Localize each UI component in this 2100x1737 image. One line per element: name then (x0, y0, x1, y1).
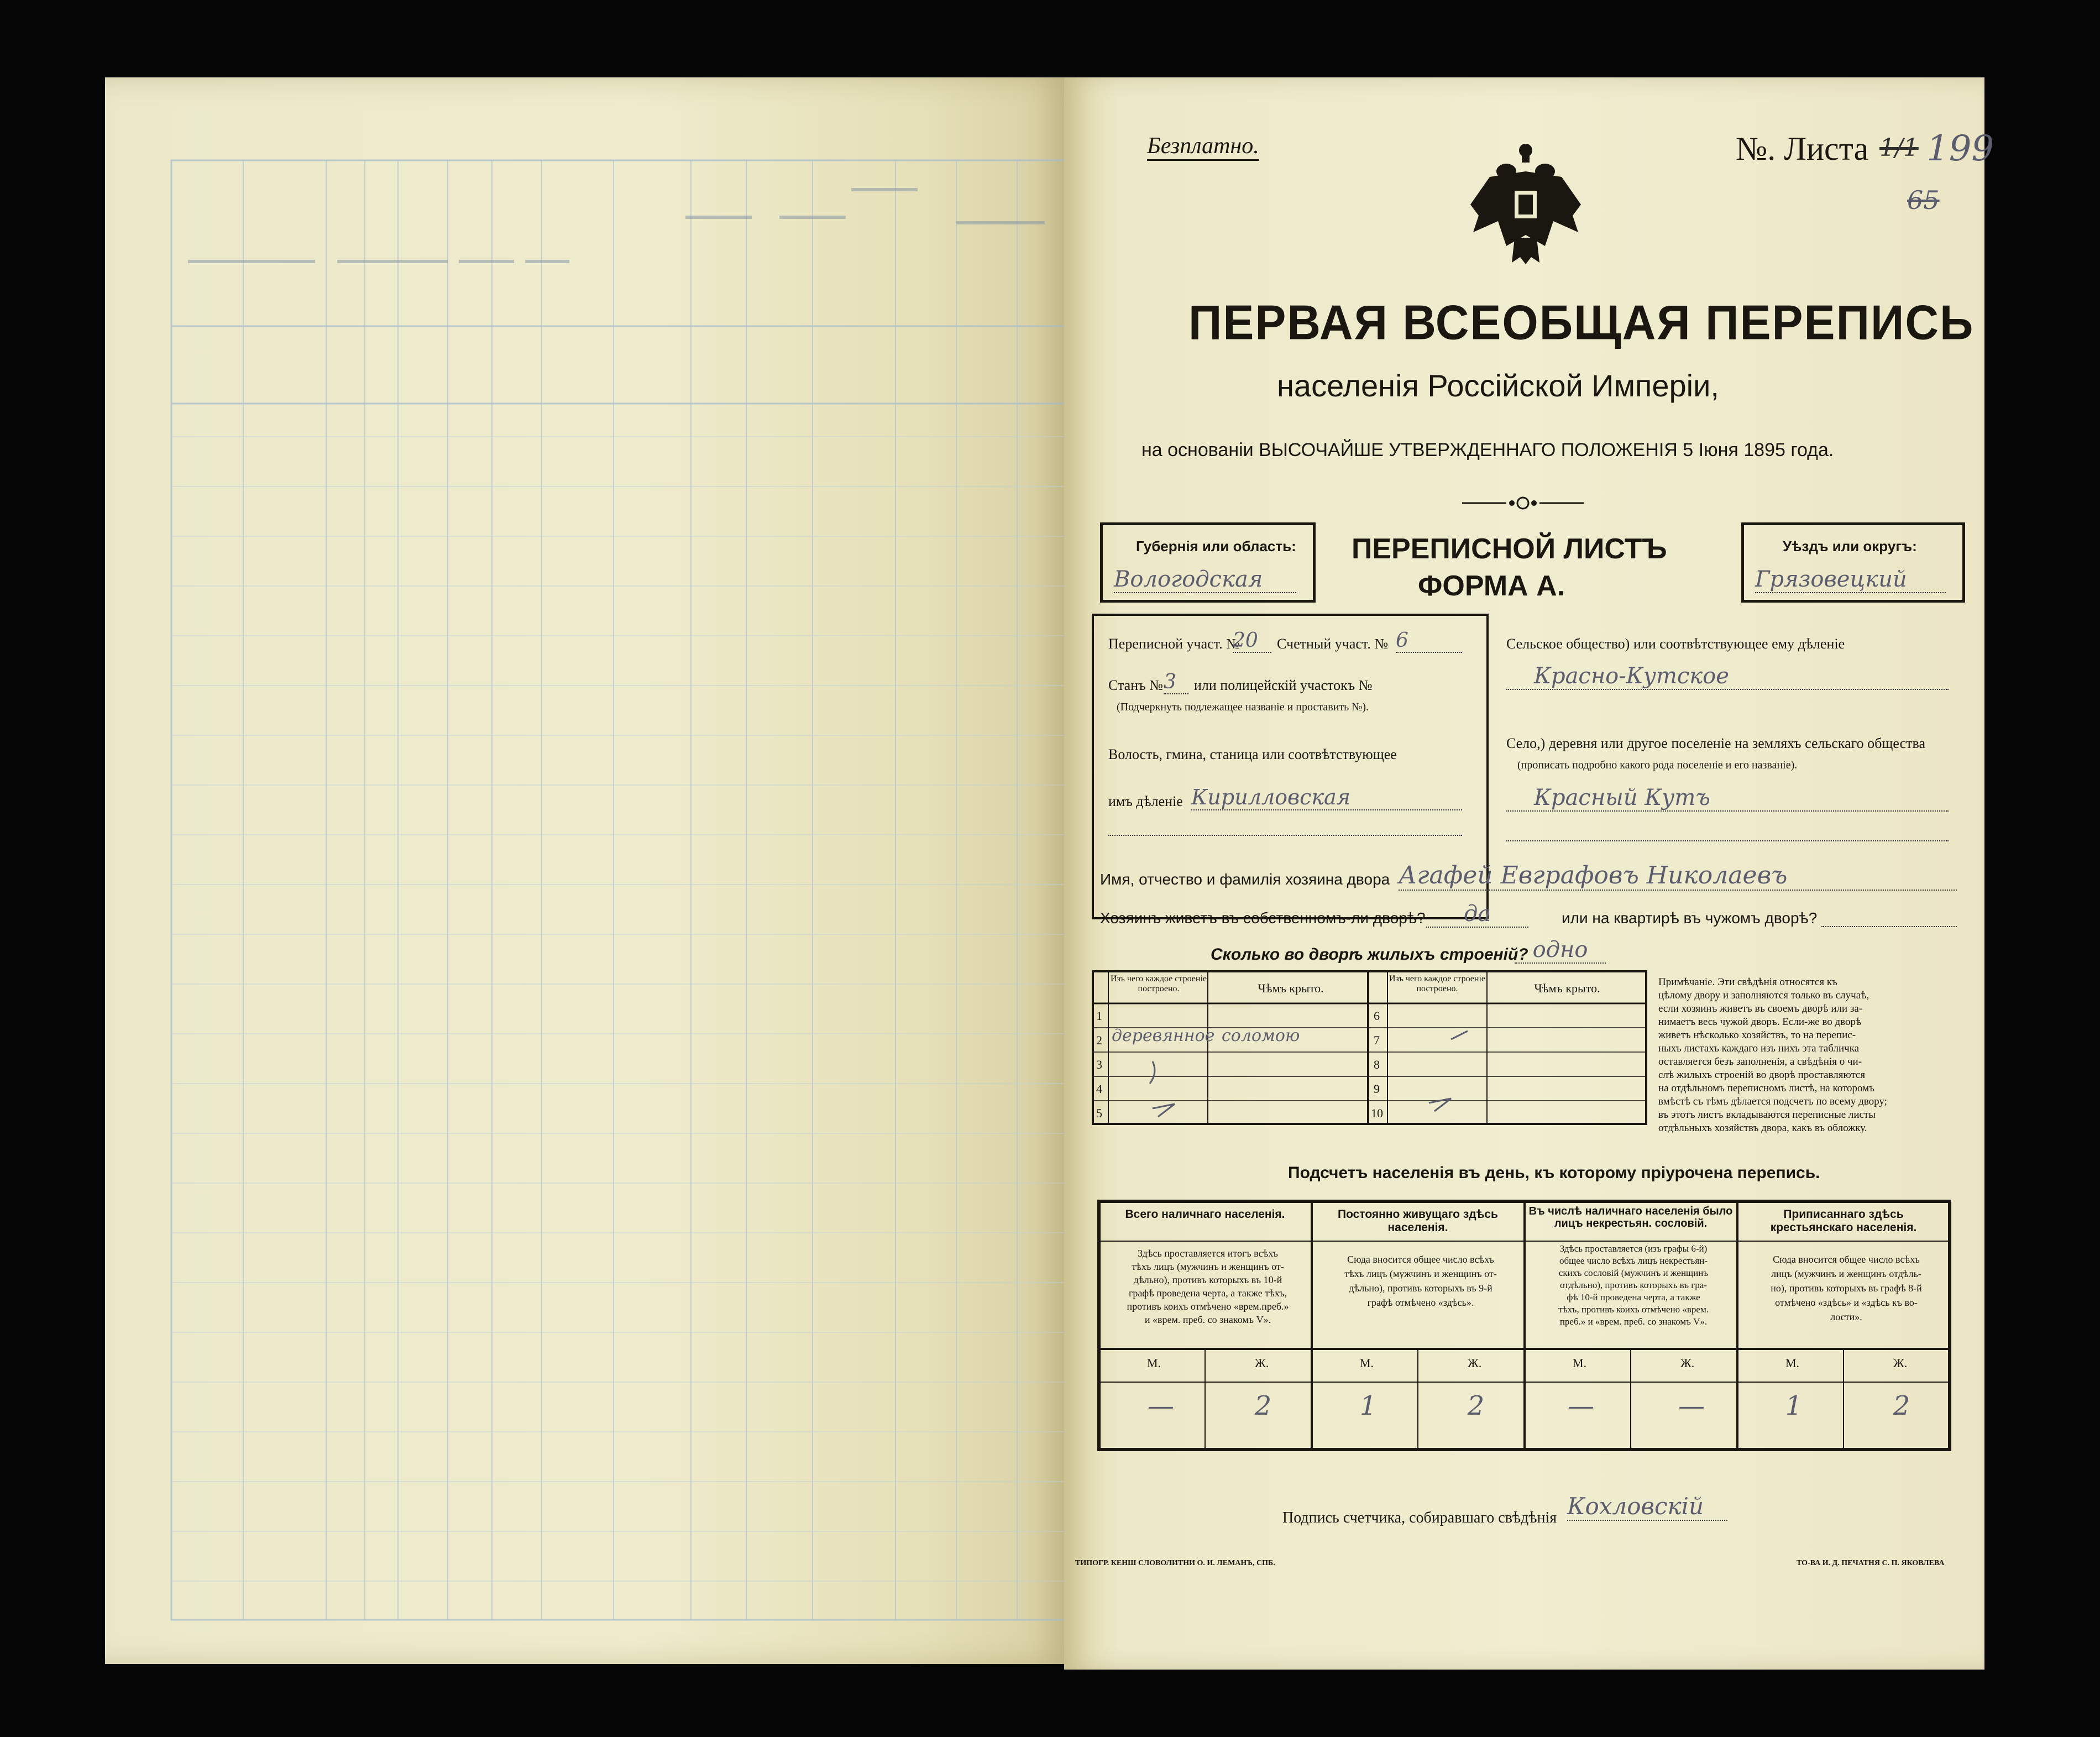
count-col-header: Въ числѣ наличнаго населенія было лицъ некрестьян. сословій. (1528, 1205, 1733, 1229)
stan-value: 3 (1164, 671, 1188, 694)
desc-line: Сюда вносится общее число всѣхъ (1773, 1254, 1920, 1265)
count-col-header: Всего наличнаго населенія. (1125, 1208, 1285, 1221)
buildings-col-roof-left: Чѣмъ крыто. (1258, 981, 1324, 995)
owner-rent-line (1821, 926, 1957, 927)
signature-label: Подпись счетчика, собиравшаго свѣдѣнія (1282, 1509, 1557, 1526)
count-title: Подсчетъ населенія въ день, къ которому пріурочена перепись. (1288, 1164, 1820, 1182)
count-col-header: Постоянно живущаго здѣсь населенія. (1338, 1208, 1498, 1234)
buildings-value: одно (1515, 937, 1606, 964)
sheet-number-crossed: 1/1 (1879, 134, 1919, 162)
district-label: Уѣздъ или округъ: (1783, 538, 1917, 554)
desc-line: Сюда вносится общее число всѣхъ (1347, 1254, 1494, 1265)
count-m-label: М. (1785, 1356, 1800, 1370)
count-m-label: М. (1147, 1356, 1161, 1370)
count-nonpeasant-zh: — (1678, 1390, 1705, 1421)
desc-line: отдѣльно), противъ которыхъ въ гра- (1560, 1280, 1707, 1290)
double-headed-eagle-icon (1468, 138, 1584, 265)
buildings-col-material-right: Изъ чего каждое строеніе построено. (1389, 974, 1485, 993)
note-line: слѣ жилыхъ строеній во дворѣ проставляются (1658, 1069, 1866, 1081)
stan-label: Станъ № (1108, 677, 1163, 693)
village-value: Красный Кутъ (1506, 785, 1949, 812)
desc-line: дѣльно), противъ которыхъ въ 9-й (1349, 1283, 1492, 1294)
owner-rent-label: или на квартирѣ въ чужомъ дворѣ? (1562, 909, 1818, 927)
sheet-number-label: №. Листа (1736, 130, 1869, 167)
desc-line: тѣхъ лицъ (мужчинъ и женщинъ от- (1132, 1261, 1284, 1272)
note-line: въ этотъ листъ вкладываются переписные листы (1658, 1109, 1876, 1121)
society-label: Сельское общество) или соотвѣтствующее ему дѣленіе (1506, 636, 1845, 652)
count-zh-label: Ж. (1680, 1356, 1695, 1370)
desc-line: противъ коихъ отмѣчено «врем.преб.» (1127, 1301, 1289, 1312)
note-line: цѣлому двору и заполняются только въ случаѣ, (1658, 990, 1869, 1001)
signature-value: Кохловскій (1567, 1493, 1727, 1521)
volost-value: Кирилловская (1191, 785, 1462, 810)
volost-label: Волость, гмина, станица или соотвѣтствующее (1108, 746, 1397, 762)
count-registered-m: 1 (1785, 1390, 1803, 1421)
desc-line: тѣхъ, противъ коихъ отмѣчено «врем. (1558, 1304, 1709, 1315)
owner-name-label: Имя, отчество и фамилія хозяина двора (1100, 871, 1390, 888)
buildings-row-number: 10 (1371, 1106, 1383, 1120)
census-basis: на основаніи ВЫСОЧАЙШЕ УТВЕРЖДЕННАГО ПОЛОЖЕНІЯ 5 Іюня 1895 года. (1141, 440, 1834, 461)
note-line: нимаетъ весь чужой дворъ. Если-же во дворѣ (1658, 1016, 1862, 1028)
note-line: ныхъ листахъ каждаго изъ нихъ эта табличка (1658, 1043, 1860, 1054)
desc-line: отмѣчено «здѣсь» и «здѣсь къ во- (1775, 1297, 1918, 1308)
counting-district-label: Счетный участ. № (1277, 636, 1389, 652)
count-permanent-zh: 2 (1467, 1390, 1485, 1421)
note-line: Примѣчаніе. Эти свѣдѣнія относятся къ (1658, 976, 1837, 988)
count-zh-label: Ж. (1893, 1356, 1908, 1370)
census-title: ПЕРВАЯ ВСЕОБЩАЯ ПЕРЕПИСЬ (1188, 295, 1975, 350)
desc-line: дѣльно), противъ которыхъ въ 10-й (1133, 1274, 1282, 1285)
buildings-row-number: 7 (1374, 1033, 1380, 1047)
desc-line: скихъ сословій (мужчинъ и женщинъ (1558, 1268, 1709, 1278)
building-1-roof: соломою (1222, 1026, 1300, 1045)
desc-line: преб.» и «врем. преб. со знакомъ V». (1559, 1316, 1708, 1327)
province-label: Губернія или область: (1136, 538, 1296, 554)
desc-line: лости». (1830, 1311, 1862, 1322)
count-total-zh: 2 (1254, 1390, 1272, 1421)
volost-extra-line (1108, 835, 1462, 836)
desc-line: Здѣсь проставляется (изъ графы 6-й) (1559, 1243, 1708, 1254)
owner-name-value: Агафей Евграфовъ Николаевъ (1399, 861, 1957, 891)
buildings-row-number: 8 (1374, 1058, 1380, 1071)
village-extra-line (1506, 840, 1949, 841)
desc-line: графѣ проведена черта, а также тѣхъ, (1129, 1288, 1287, 1299)
census-district-label: Переписной участ. № (1108, 636, 1240, 652)
count-col-desc (1744, 1252, 1949, 1324)
ornament-divider (1462, 495, 1584, 511)
buildings-label: Сколько во дворѣ жилыхъ строеній? (1211, 945, 1528, 964)
buildings-row-number: 6 (1374, 1009, 1380, 1023)
province-value: Вологодская (1114, 567, 1296, 593)
left-page (105, 77, 1067, 1664)
note-line: на отдѣльномъ переписномъ листѣ, на которомъ (1658, 1082, 1875, 1094)
sheet-number-handwritten: 199 (1926, 128, 1994, 169)
census-subtitle: населенія Россійской Имперіи, (1277, 368, 1719, 403)
buildings-row-number: 5 (1096, 1106, 1102, 1120)
desc-line: но), противъ которыхъ въ графѣ 8-й (1771, 1283, 1922, 1294)
count-col-header: Приписаннаго здѣсь крестьянскаго населенія. (1770, 1208, 1917, 1234)
society-value: Красно-Кутское (1506, 663, 1949, 690)
volost-label-2: имъ дѣленіе (1108, 793, 1183, 809)
count-m-label: М. (1360, 1356, 1374, 1370)
census-district-value: 20 (1233, 629, 1271, 653)
census-form-page (1064, 77, 1994, 1670)
note-line: если хозяинъ живетъ въ своемъ дворѣ или за- (1658, 1003, 1863, 1014)
count-col-desc (1318, 1252, 1523, 1310)
desc-line: Здѣсь проставляется итогъ всѣхъ (1138, 1248, 1278, 1259)
note-line: оставляется безъ заполненія, а свѣдѣнія о чи- (1658, 1056, 1862, 1068)
note-line: живетъ нѣсколько хозяйствъ, то на перепис- (1658, 1029, 1856, 1041)
count-zh-label: Ж. (1255, 1356, 1269, 1370)
form-name: ФОРМА А. (1418, 570, 1565, 602)
left-page-grid (105, 77, 1067, 1664)
desc-line: и «врем. преб. со знакомъ V». (1144, 1314, 1271, 1325)
buildings-row-number: 3 (1096, 1058, 1102, 1071)
count-m-label: М. (1573, 1356, 1587, 1370)
building-note (1658, 976, 1962, 1135)
printer-right: ТО-ВА И. Д. ПЕЧАТНЯ С. П. ЯКОВЛЕВА (1797, 1559, 1945, 1567)
building-1-material: деревянное (1112, 1026, 1215, 1045)
village-note: (прописать подробно какого рода поселеніе и его названіе). (1517, 759, 1798, 771)
desc-line: фѣ 10-й проведена черта, а также (1567, 1292, 1700, 1302)
count-col-desc (1106, 1247, 1310, 1326)
owner-lives-value: да (1426, 901, 1528, 928)
count-nonpeasant-m: — (1568, 1390, 1594, 1421)
desc-line: общее число всѣхъ лицъ некрестьян- (1559, 1255, 1708, 1266)
buildings-row-number: 4 (1096, 1082, 1102, 1096)
underline-note: (Подчеркнуть подлежащее названіе и проставить №). (1117, 701, 1369, 713)
free-label: Безплатно. (1147, 133, 1259, 161)
count-permanent-m: 1 (1359, 1390, 1377, 1421)
counting-district-value: 6 (1396, 629, 1462, 653)
buildings-row-number: 1 (1096, 1009, 1102, 1023)
buildings-col-roof-right: Чѣмъ крыто. (1534, 981, 1600, 995)
desc-line: графѣ отмѣчено «здѣсь». (1367, 1297, 1474, 1308)
buildings-row-number: 9 (1374, 1082, 1380, 1096)
note-line: вмѣстѣ съ тѣмъ дѣлается подсчетъ по всему двору; (1658, 1096, 1887, 1107)
buildings-row-number: 2 (1096, 1033, 1102, 1047)
buildings-col-material-left: Изъ чего каждое строеніе построено. (1110, 974, 1207, 993)
count-zh-label: Ж. (1468, 1356, 1482, 1370)
desc-line: тѣхъ лицъ (мужчинъ и женщинъ от- (1344, 1268, 1497, 1279)
count-col-desc (1531, 1243, 1736, 1328)
form-title: ПЕРЕПИСНОЙ ЛИСТЪ (1352, 533, 1667, 565)
printer-left: ТИПОГР. КЕНШ СЛОВОЛИТНИ О. И. ЛЕМАНЪ, СПБ. (1075, 1559, 1275, 1567)
sheet-subnumber-handwritten: 65 (1907, 185, 1940, 215)
police-label: или полицейскій участокъ № (1194, 677, 1373, 693)
village-label: Село,) деревня или другое поселеніе на земляхъ сельскаго общества (1506, 735, 1925, 751)
desc-line: лицъ (мужчинъ и женщинъ отдѣль- (1771, 1268, 1921, 1279)
count-total-m: — (1148, 1390, 1174, 1421)
count-registered-zh: 2 (1893, 1390, 1910, 1421)
note-line: отдѣльныхъ хозяйствъ двора, какъ въ обложку. (1658, 1122, 1867, 1134)
district-value: Грязовецкий (1755, 567, 1946, 593)
owner-lives-label: Хозяинъ живетъ въ собственномъ-ли дворѣ? (1100, 909, 1426, 927)
